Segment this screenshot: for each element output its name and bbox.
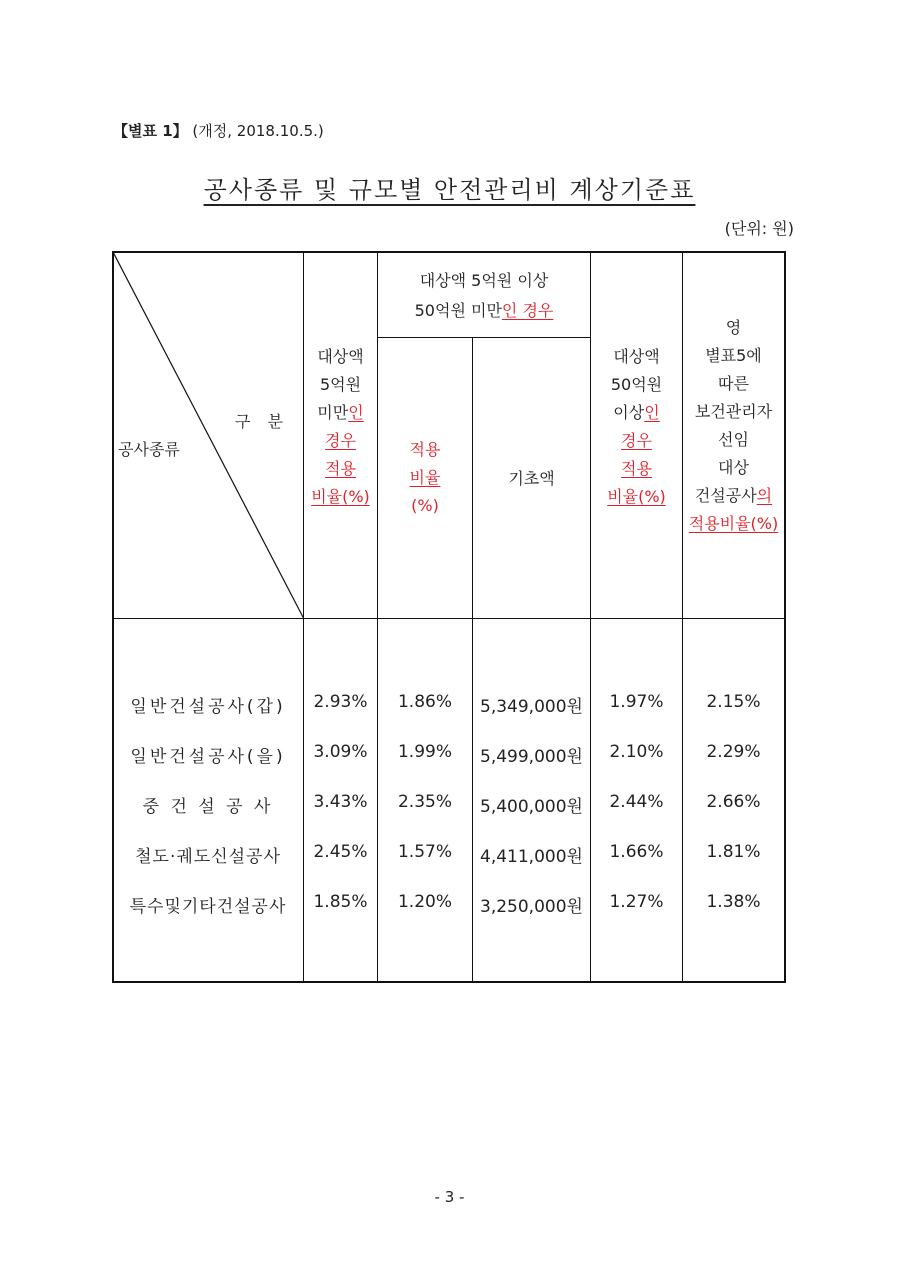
- corner-label-work-type: 공사종류: [118, 440, 180, 459]
- header-text: (%): [411, 496, 439, 515]
- cell-base-amount: 3,250,000원: [480, 897, 583, 917]
- header-col-rate: [378, 436, 472, 520]
- cell-rate-under-500m: 2.93%: [313, 692, 368, 712]
- cell-rate-over-5b: 1.97%: [609, 692, 664, 712]
- unit-label: (단위: 원): [724, 219, 794, 238]
- header-text: 따른: [718, 374, 749, 393]
- document-title: [0, 170, 899, 205]
- row-work-type: 철도·궤도신설공사: [135, 847, 281, 867]
- cell-base-amount: 5,400,000원: [480, 797, 583, 817]
- cell-rate-health: 1.81%: [706, 842, 761, 862]
- header-text: 적용비율(%): [688, 514, 779, 533]
- header-text: 대상액 5억원 이상: [419, 271, 549, 290]
- cell-rate-health: 2.29%: [706, 742, 761, 762]
- corner-label-division: 구 분: [235, 412, 289, 431]
- header-text: 적용: [409, 440, 441, 459]
- header-text: 적용: [621, 459, 652, 478]
- header-text: 대상액: [317, 347, 364, 366]
- header-text: 경우: [621, 431, 652, 450]
- cell-rate-over-5b: 1.27%: [609, 892, 664, 912]
- annex-label: 【별표 1】: [113, 122, 188, 140]
- header-text: 5억원: [319, 375, 362, 394]
- header-text: 대상액: [613, 347, 660, 366]
- group-header-divider: [377, 337, 590, 338]
- header-text: 보건관리자: [694, 402, 773, 421]
- cell-rate-mid: 1.20%: [397, 892, 452, 912]
- header-text: 비율(%): [607, 487, 666, 506]
- header-text: 50억원: [610, 375, 663, 394]
- revision-note: (개정, 2018.10.5.): [192, 122, 324, 140]
- cell-rate-mid: 1.99%: [397, 742, 452, 762]
- cell-base-amount: 4,411,000원: [480, 847, 583, 867]
- header-text: 비율(%): [311, 487, 370, 506]
- cell-rate-mid: 1.57%: [397, 842, 452, 862]
- header-group-500m-to-5b: [378, 266, 590, 326]
- header-col-under-500m: [304, 343, 377, 511]
- row-work-type: 중 건 설 공 사: [142, 797, 274, 817]
- col-divider-2: [377, 251, 378, 983]
- page-number: - 3 -: [434, 1188, 465, 1206]
- cell-base-amount: 5,349,000원: [480, 697, 583, 717]
- cell-rate-under-500m: 1.85%: [313, 892, 368, 912]
- cell-rate-under-500m: 2.45%: [313, 842, 368, 862]
- cell-rate-under-500m: 3.09%: [313, 742, 368, 762]
- cell-rate-health: 2.15%: [706, 692, 761, 712]
- cell-rate-under-500m: 3.43%: [313, 792, 368, 812]
- cell-rate-health: 1.38%: [706, 892, 761, 912]
- header-text: 대상: [718, 458, 749, 477]
- cell-rate-over-5b: 2.10%: [609, 742, 664, 762]
- table-border-bottom: [112, 981, 786, 983]
- header-text: 별표5에: [705, 346, 762, 365]
- cell-rate-health: 2.66%: [706, 792, 761, 812]
- header-text: 적용: [325, 459, 356, 478]
- table-border-right: [784, 251, 786, 983]
- header-text: 경우: [325, 431, 356, 450]
- cell-rate-over-5b: 2.44%: [609, 792, 664, 812]
- cell-rate-over-5b: 1.66%: [609, 842, 664, 862]
- header-text: 미만인: [317, 403, 364, 422]
- document-title-text: 공사종류 및 규모별 안전관리비 계상기준표: [203, 176, 696, 204]
- header-col-health-manager: [683, 314, 784, 538]
- cell-rate-mid: 1.86%: [397, 692, 452, 712]
- cell-rate-mid: 2.35%: [397, 792, 452, 812]
- annex-reference: [113, 120, 324, 141]
- col-divider-3: [472, 337, 473, 983]
- header-text: 비율: [409, 468, 441, 487]
- header-text: 50억원 미만인 경우: [414, 301, 554, 320]
- header-text: 건설공사의: [694, 486, 773, 505]
- row-work-type: 일반건설공사(갑): [130, 697, 286, 717]
- cell-base-amount: 5,499,000원: [480, 747, 583, 767]
- header-text: 이상인: [613, 403, 660, 422]
- header-col-base-amount: 기초액: [508, 469, 555, 488]
- header-text: 영: [725, 318, 742, 337]
- header-col-over-5b: [591, 343, 682, 511]
- row-work-type: 일반건설공사(을): [130, 747, 286, 767]
- row-work-type: 특수및기타건설공사: [129, 897, 287, 917]
- header-text: 선임: [718, 430, 749, 449]
